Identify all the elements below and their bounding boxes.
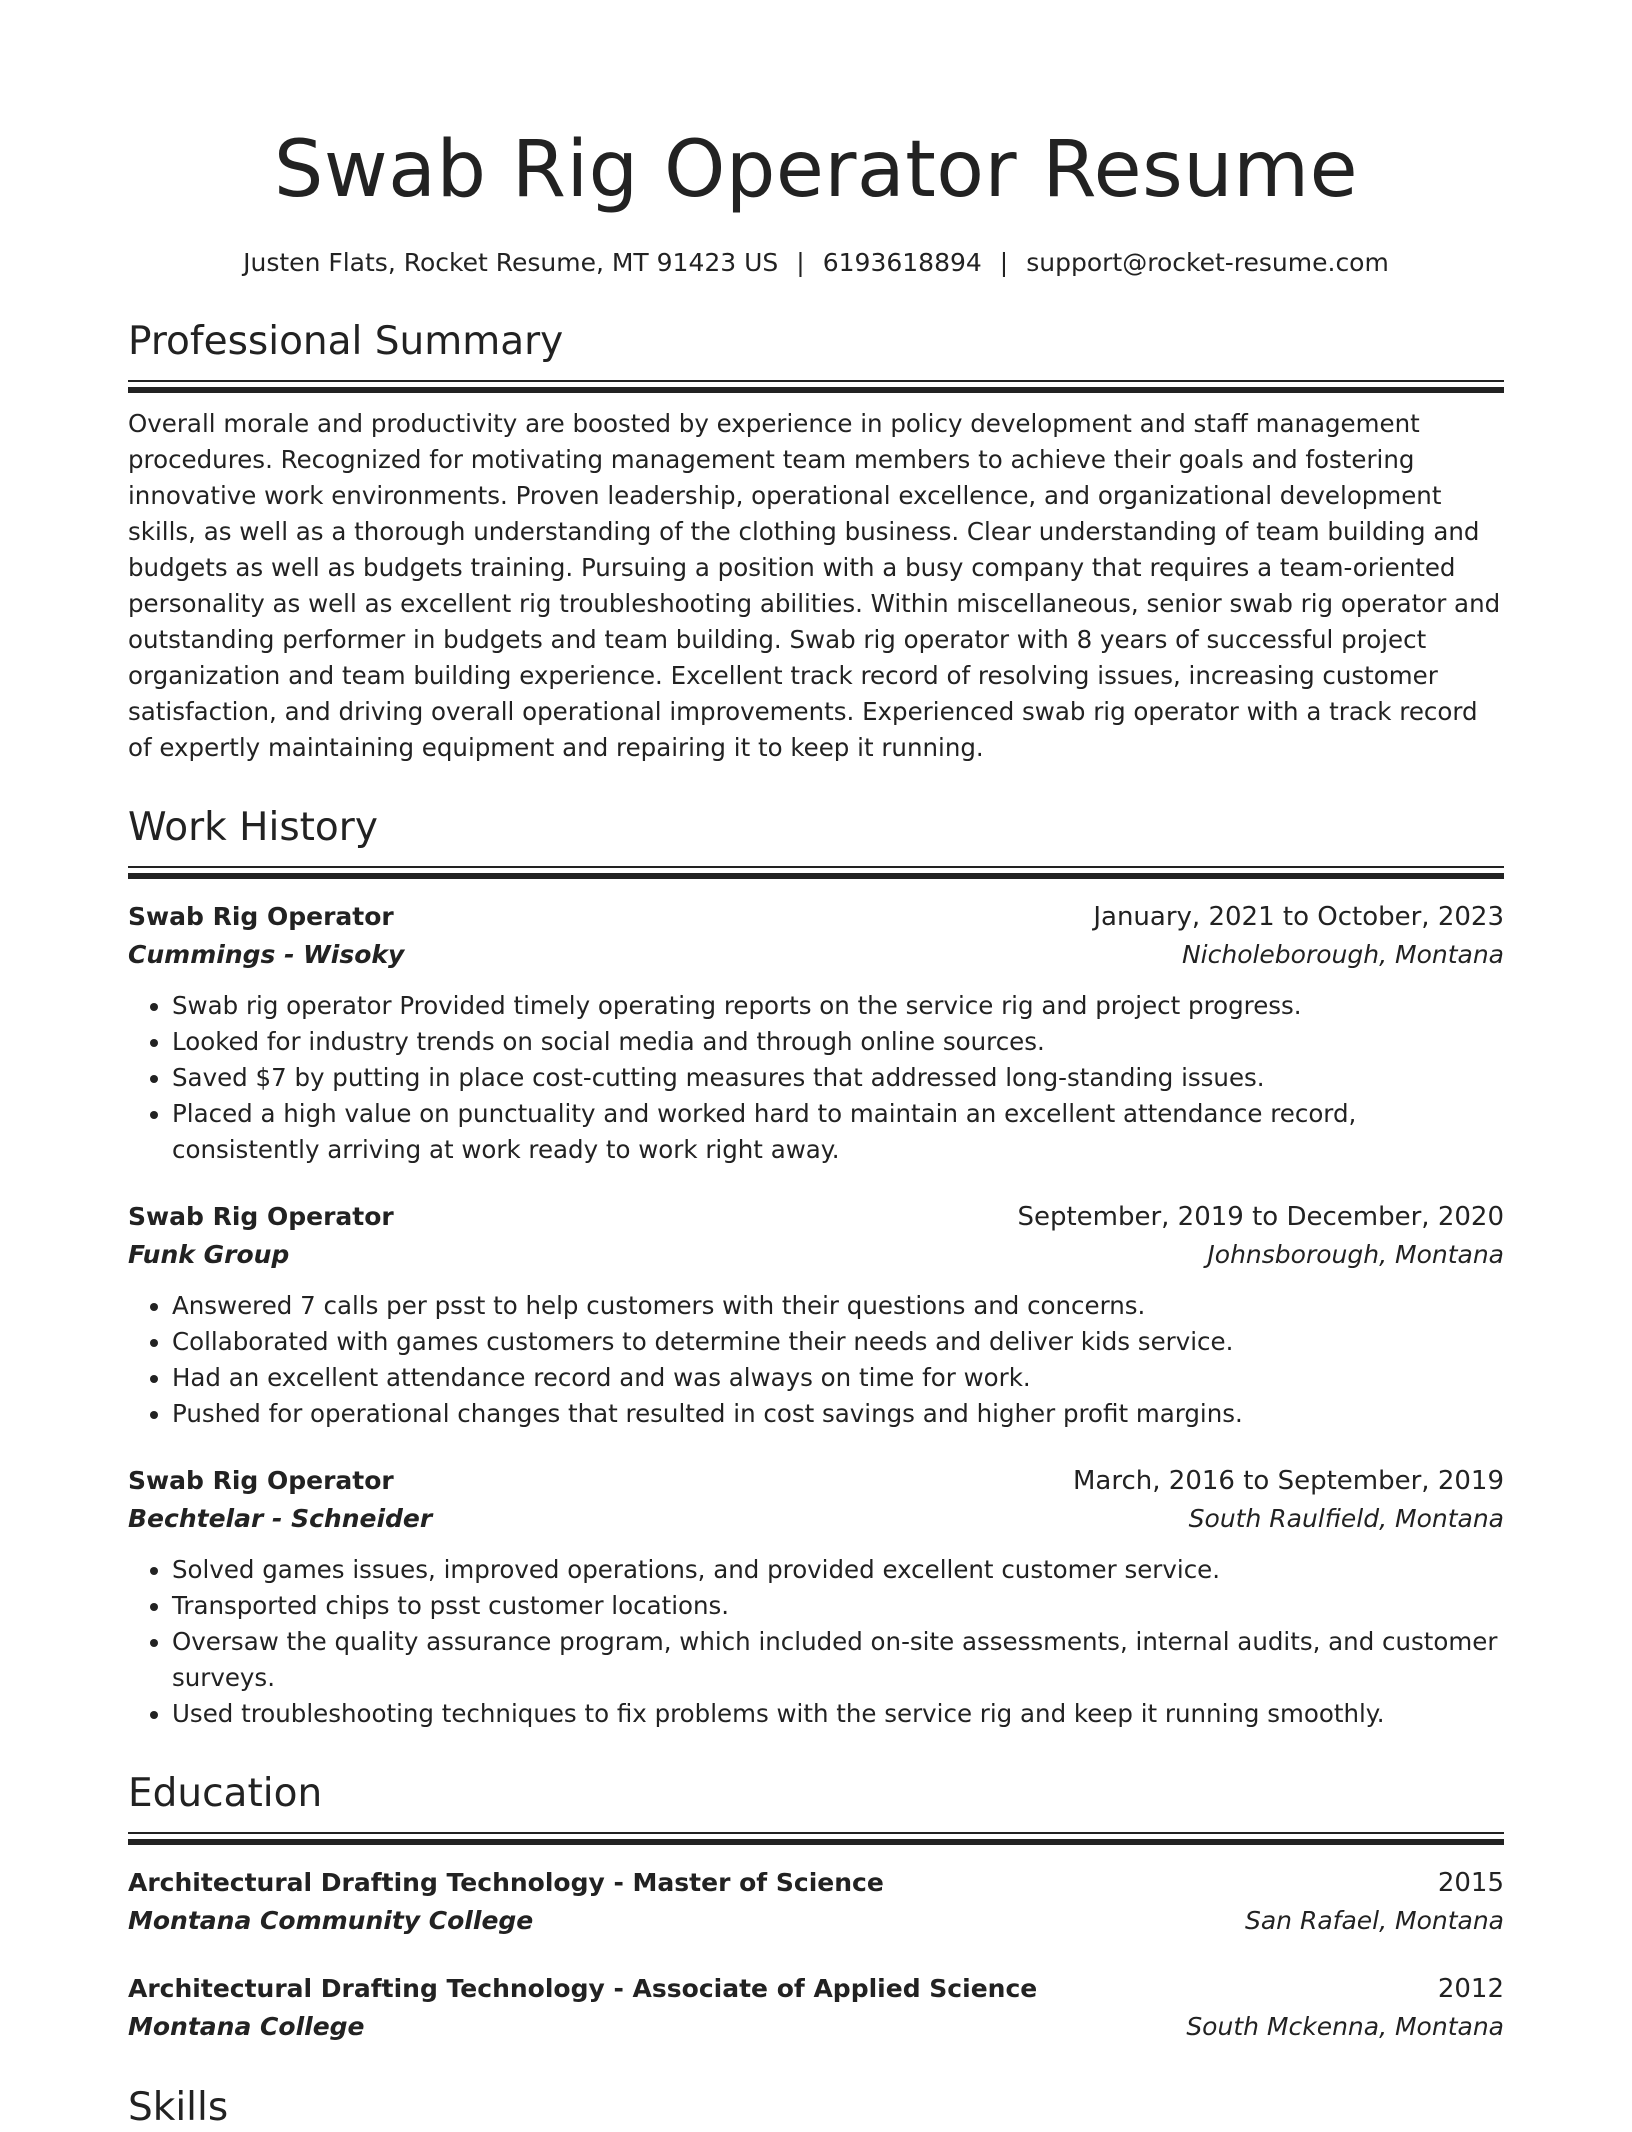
education-school: Montana College — [128, 2012, 365, 2041]
education-entry — [128, 1970, 1504, 2046]
resume-title: Swab Rig Operator Resume — [273, 125, 1359, 215]
contact-line — [128, 246, 1504, 280]
education-degree: Architectural Drafting Technology - Associate of Applied Science — [128, 1974, 1038, 2003]
education-entry — [128, 1864, 1504, 1940]
job-company: Cummings - Wisoky — [128, 940, 405, 969]
job-bullet: • Pushed for operational changes that resulted in cost savings and higher profit margins. — [172, 1396, 1504, 1432]
skills-heading: Skills — [128, 2085, 229, 2130]
job-location: Nicholeborough, Montana — [1181, 940, 1504, 969]
education-school: Montana Community College — [128, 1906, 534, 1935]
job-title: Swab Rig Operator — [128, 1466, 394, 1495]
work-history-section — [128, 804, 1504, 1732]
job-title: Swab Rig Operator — [128, 1202, 394, 1231]
work-history-heading: Work History — [128, 805, 378, 850]
education-section — [128, 1770, 1504, 2046]
job-bullet: • Collaborated with games customers to determine their needs and deliver kids service. — [172, 1324, 1504, 1360]
job-dates: January, 2021 to October, 2023 — [1093, 902, 1504, 932]
job-bullet: • Placed a high value on punctuality and worked hard to maintain an excellent attendance record, consistently arriving at work ready to work right away. — [172, 1096, 1504, 1168]
section-divider — [128, 866, 1504, 880]
section-divider — [128, 1832, 1504, 1846]
contact-separator: | — [999, 248, 1009, 277]
job-bullets — [128, 988, 1504, 1168]
summary-text: Overall morale and productivity are boosted by experience in policy development and staff management procedures. Recognized for motivating management team members to achieve their goals and fostering innovative work environments. Proven leadership, operational excellence, and organizational development skills, as well as a thorough understanding of the clothing business. Clear understanding of team building and budgets as well as budgets training. Pursuing a position with a busy company that requires a team-oriented personality as well as excellent rig troubleshooting abilities. Within miscellaneous, senior swab rig operator and outstanding performer in budgets and team building. Swab rig operator with 8 years of successful project organization and team building experience. Excellent track record of resolving issues, increasing customer satisfaction, and driving overall operational improvements. Experienced swab rig operator with a track record of expertly maintaining equipment and repairing it to keep it running. — [128, 409, 1501, 762]
education-year: 2012 — [1437, 1974, 1504, 2004]
job-company: Funk Group — [128, 1240, 290, 1269]
contact-address: Justen Flats, Rocket Resume, MT 91423 US — [243, 248, 779, 277]
job-location: Johnsborough, Montana — [1207, 1240, 1504, 1269]
job-entry — [128, 898, 1504, 1168]
summary-section — [128, 318, 1504, 766]
job-bullet: • Swab rig operator Provided timely operating reports on the service rig and project progress. — [172, 988, 1504, 1024]
job-entry — [128, 1462, 1504, 1732]
job-bullet: • Transported chips to psst customer locations. — [172, 1588, 1504, 1624]
job-bullet: • Saved $7 by putting in place cost-cutting measures that addressed long-standing issues. — [172, 1060, 1504, 1096]
job-bullet: • Looked for industry trends on social media and through online sources. — [172, 1024, 1504, 1060]
education-location: South Mckenna, Montana — [1186, 2012, 1504, 2041]
education-degree: Architectural Drafting Technology - Master of Science — [128, 1868, 884, 1897]
contact-email: support@rocket-resume.com — [1026, 248, 1389, 277]
job-entry — [128, 1198, 1504, 1432]
contact-phone: 6193618894 — [822, 248, 982, 277]
contact-separator: | — [796, 248, 805, 277]
job-bullets — [128, 1288, 1504, 1432]
job-dates: September, 2019 to December, 2020 — [1017, 1202, 1504, 1232]
summary-heading: Professional Summary — [128, 319, 564, 364]
job-company: Bechtelar - Schneider — [128, 1504, 433, 1533]
job-location: South Raulfield, Montana — [1188, 1504, 1504, 1533]
job-bullet: • Had an excellent attendance record and was always on time for work. — [172, 1360, 1504, 1396]
job-bullet: • Used troubleshooting techniques to fix problems with the service rig and keep it running smoothly. — [172, 1696, 1504, 1732]
job-bullet: • Answered 7 calls per psst to help customers with their questions and concerns. — [172, 1288, 1504, 1324]
job-title: Swab Rig Operator — [128, 902, 394, 931]
job-dates: March, 2016 to September, 2019 — [1073, 1466, 1504, 1496]
education-year: 2015 — [1437, 1868, 1504, 1898]
section-divider — [128, 380, 1504, 394]
education-heading: Education — [128, 1771, 323, 1816]
job-bullet: • Solved games issues, improved operations, and provided excellent customer service. — [172, 1552, 1504, 1588]
job-bullet: • Oversaw the quality assurance program, which included on-site assessments, internal audits, and customer surveys. — [172, 1624, 1504, 1696]
education-location: San Rafael, Montana — [1244, 1906, 1504, 1935]
skills-section — [128, 2084, 1504, 2132]
job-bullets — [128, 1552, 1504, 1732]
